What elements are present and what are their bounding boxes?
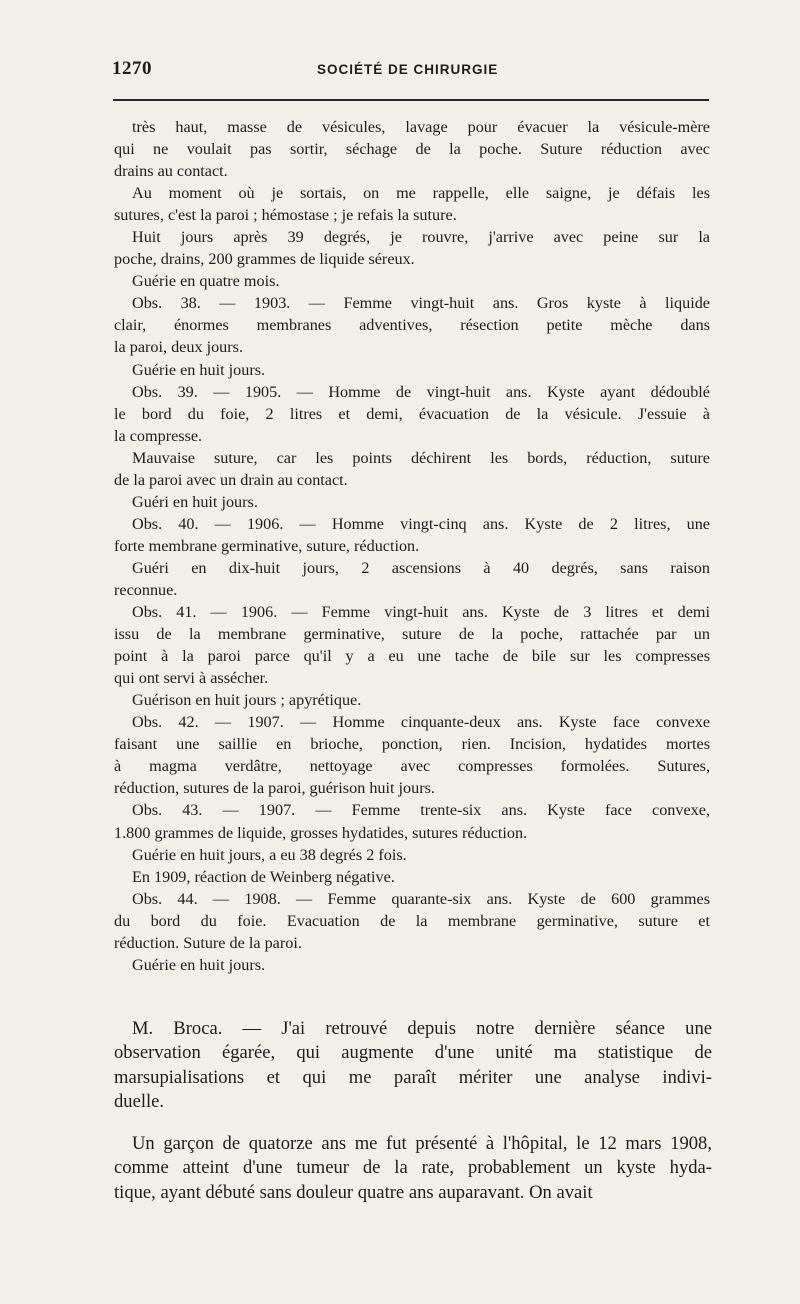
paragraph <box>114 182 710 226</box>
text-line: Guérie en huit jours, a eu 38 degrés 2 fois. <box>132 845 407 864</box>
text-line: duelle. <box>114 1090 165 1112</box>
paragraph <box>114 491 710 513</box>
text-line: observation égarée, qui augmente d'une unité ma statistique de <box>114 1042 712 1064</box>
text-line: Huit jours après 39 degrés, je rouvre, j'arrive avec peine sur la <box>132 228 710 247</box>
text-line: comme atteint d'une tumeur de la rate, probablement un kyste hyda- <box>114 1157 712 1179</box>
text-line: Obs. 42. — 1907. — Homme cinquante-deux ans. Kyste face convexe <box>132 713 710 732</box>
text-line: Obs. 43. — 1907. — Femme trente-six ans. Kyste face convexe, <box>132 801 710 820</box>
text-line: Guérie en huit jours. <box>132 360 266 379</box>
paragraph <box>114 888 710 954</box>
paragraph <box>114 799 710 843</box>
text-line: Obs. 38. — 1903. — Femme vingt-huit ans. Gros kyste à liquide <box>132 294 710 313</box>
text-line: Obs. 44. — 1908. — Femme quarante-six ans. Kyste de 600 grammes <box>132 889 710 908</box>
text-line: Obs. 39. — 1905. — Homme de vingt-huit ans. Kyste ayant dédoublé <box>132 382 710 401</box>
text-line: réduction, sutures de la paroi, guérison huit jours. <box>114 779 435 798</box>
text-line: M. Broca. — J'ai retrouvé depuis notre dernière séance une <box>132 1018 712 1039</box>
text-line: point à la paroi parce qu'il y a eu une tache de bile sur les compresses <box>114 647 710 666</box>
text-line: la compresse. <box>114 426 203 445</box>
paragraph <box>114 447 710 491</box>
paragraph <box>114 954 710 976</box>
text-line: sutures, c'est la paroi ; hémostase ; je refais la suture. <box>114 206 457 225</box>
text-line: faisant une saillie en brioche, ponction, rien. Incision, hydatides mortes <box>114 735 710 754</box>
broca-section <box>114 1017 712 1205</box>
running-head: SOCIÉTÉ DE CHIRURGIE <box>317 62 499 77</box>
text-line: Guérie en quatre mois. <box>132 272 280 291</box>
text-line: de la paroi avec un drain au contact. <box>114 470 348 489</box>
text-line: réduction. Suture de la paroi. <box>114 933 302 952</box>
text-line: Mauvaise suture, car les points déchirent les bords, réduction, suture <box>132 448 710 467</box>
page-header <box>112 58 712 88</box>
paragraph <box>114 866 710 888</box>
paragraph <box>114 359 710 381</box>
text-line: forte membrane germinative, suture, réduction. <box>114 536 420 555</box>
text-line: la paroi, deux jours. <box>114 338 244 357</box>
text-line: Guéri en dix-huit jours, 2 ascensions à 40 degrés, sans raison <box>132 558 710 577</box>
text-line: Guérison en huit jours ; apyrétique. <box>132 691 362 710</box>
observations-section <box>114 116 710 976</box>
text-line: Guérie en huit jours. <box>132 955 266 974</box>
text-line: Au moment où je sortais, on me rappelle, elle saigne, je défais les <box>132 184 710 203</box>
text-line: à magma verdâtre, nettoyage avec compresses formolées. Sutures, <box>114 757 710 776</box>
paragraph <box>114 226 710 270</box>
text-line: Un garçon de quatorze ans me fut présenté à l'hôpital, le 12 mars 1908, <box>132 1133 712 1155</box>
text-line: poche, drains, 200 grammes de liquide séreux. <box>114 250 415 269</box>
text-line: reconnue. <box>114 580 178 599</box>
paragraph <box>114 689 710 711</box>
text-line: issu de la membrane germinative, suture de la poche, rattachée par un <box>114 625 710 644</box>
paragraph <box>114 711 710 799</box>
text-line: Obs. 40. — 1906. — Homme vingt-cinq ans. Kyste de 2 litres, une <box>132 514 710 533</box>
text-line: du bord du foie. Evacuation de la membrane germinative, suture et <box>114 911 710 930</box>
paragraph <box>114 292 710 358</box>
text-line: qui ont servi à assécher. <box>114 669 269 688</box>
text-line: marsupialisations et qui me paraît mériter une analyse indivi- <box>114 1066 712 1088</box>
text-line: qui ne voulait pas sortir, séchage de la poche. Suture réduction avec <box>114 140 710 159</box>
paragraph <box>114 557 710 601</box>
paragraph <box>114 844 710 866</box>
text-line: En 1909, réaction de Weinberg négative. <box>132 867 395 886</box>
page-number: 1270 <box>112 58 152 79</box>
text-line: 1.800 grammes de liquide, grosses hydatides, sutures réduction. <box>114 823 528 842</box>
text-line: tique, ayant débuté sans douleur quatre ans auparavant. On avait <box>114 1181 593 1203</box>
text-line: Obs. 41. — 1906. — Femme vingt-huit ans. Kyste de 3 litres et demi <box>132 603 710 622</box>
paragraph <box>114 513 710 557</box>
paragraph <box>114 116 710 182</box>
paragraph <box>114 1017 712 1114</box>
text-line: très haut, masse de vésicules, lavage pour évacuer la vésicule-mère <box>132 118 710 136</box>
text-line: clair, énormes membranes adventives, résection petite mèche dans <box>114 316 710 335</box>
text-line: drains au contact. <box>114 162 228 181</box>
text-line: le bord du foie, 2 litres et demi, évacuation de la vésicule. J'essuie à <box>114 404 710 423</box>
header-rule <box>113 99 709 101</box>
paragraph <box>114 381 710 447</box>
paragraph <box>114 270 710 292</box>
text-line: Guéri en huit jours. <box>132 492 258 511</box>
paragraph <box>114 601 710 689</box>
paragraph <box>114 1132 712 1205</box>
